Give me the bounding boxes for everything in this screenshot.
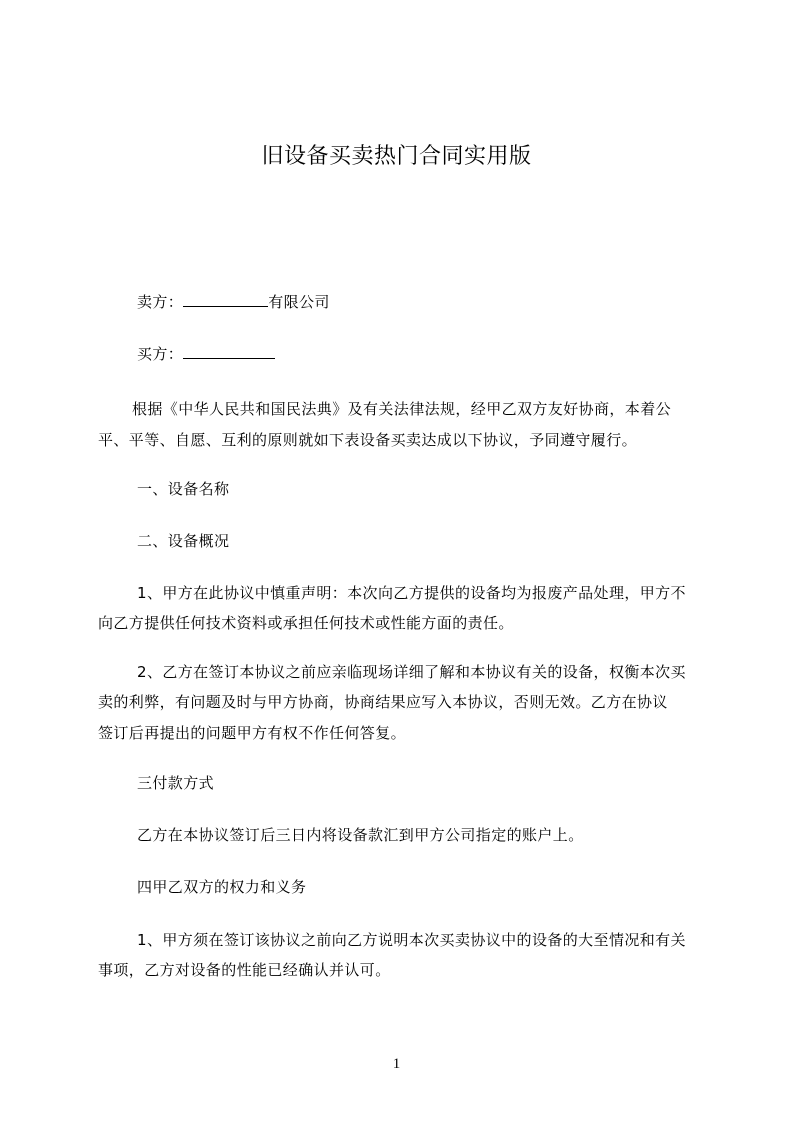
clause-1 [137,578,751,609]
clause-2-line-1: 2、乙方在签订本协议之前应亲临现场详细了解和本协议有关的设备，权衡本次买 [137,663,686,681]
intro-line-1: 根据《中华人民共和国民法典》及有关法律法规，经甲乙双方友好协商，本着公 [132,400,672,418]
section-heading-3: 三付款方式 [137,774,215,792]
buyer-label: 买方： [137,345,184,363]
section-heading-2: 二、设备概况 [137,532,230,550]
clause-4-1-cont [98,955,712,986]
intro-paragraph [132,394,746,425]
clause-2-line-3: 签订后再提出的问题甲方有权不作任何答复。 [98,724,407,742]
clause-2 [137,657,751,688]
document-title: 旧设备买卖热门合同实用版 [261,144,532,169]
clause-4-1-line-2: 事项，乙方对设备的性能已经确认并认可。 [98,961,391,979]
clause-1-cont [98,608,712,639]
intro-line-2: 平、平等、自愿、互利的原则就如下表设备买卖达成以下协议，予同遵守履行。 [98,431,638,449]
seller-line [137,287,751,318]
payment-paragraph: 乙方在本协议签订后三日内将设备款汇到甲方公司指定的账户上。 [137,826,584,844]
clause-2-cont [98,687,712,749]
buyer-line [137,339,751,370]
seller-label: 卖方： [137,293,184,311]
clause-1-line-1: 1、甲方在此协议中慎重声明：本次向乙方提供的设备均为报废产品处理，甲方不 [137,584,686,602]
section-heading-4: 四甲乙双方的权力和义务 [137,878,307,896]
clause-4-1-line-1: 1、甲方须在签订该协议之前向乙方说明本次买卖协议中的设备的大至情况和有关 [137,931,686,949]
clause-1-line-2: 向乙方提供任何技术资料或承担任何技术或性能方面的责任。 [98,614,514,632]
intro-paragraph-cont [98,425,712,456]
section-heading-1: 一、设备名称 [137,480,230,498]
seller-blank [183,293,268,307]
clause-2-line-2: 卖的利弊，有问题及时与甲方协商，协商结果应写入本协议，否则无效。乙方在协议 [98,693,668,711]
seller-suffix: 有限公司 [268,293,330,311]
clause-4-1 [137,925,751,956]
buyer-blank [183,345,275,359]
page-number: 1 [392,1056,401,1072]
